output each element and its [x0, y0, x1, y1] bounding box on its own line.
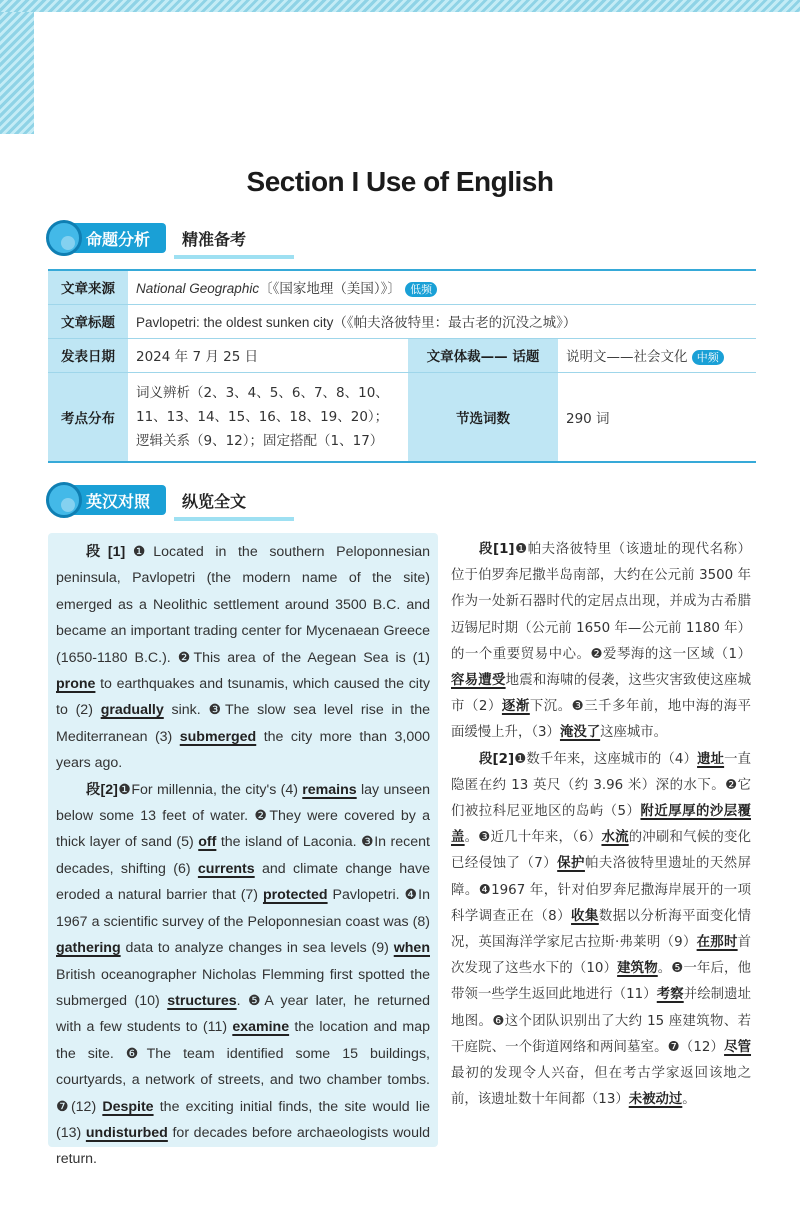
title-value: Pavlopetri: the oldest sunken city（《帕夫洛彼特里：最古老的沉没之城》）: [128, 304, 756, 338]
article-info-table: [48, 269, 756, 463]
chinese-paragraph-1: 段[1]❶帕夫洛彼特里（该遗址的现代名称）位于伯罗奔尼撒半岛南部，大约在公元前 3500 年作为一处新石器时代的定居点出现，并成为古希腊迈锡尼时期（公元前 1650 年—公元前 1180 年）的一个重要贸易中心。❷爱琴海的这一区域（1）容易遭受地震和海啸的侵袭，这些灾害致使这座城市（2）逐渐下沉。❸三千多年前，地中海的海平面缓慢上升，（3）淹没了这座城市。: [451, 542, 752, 741]
points-value: 词义辨析（2、3、4、5、6、7、8、10、11、13、14、15、16、18、19、20）；逻辑关系（9、12）；固定搭配（1、17）: [128, 372, 408, 462]
frequency-badge: 低频: [405, 282, 437, 297]
answer-5: off: [198, 834, 217, 851]
section-label: 命题分析: [86, 230, 151, 249]
corner-decorative-band: [0, 12, 34, 134]
answer-10: structures: [167, 992, 237, 1009]
section-label: 英汉对照: [86, 492, 151, 511]
cn-answer-9: 在那时: [696, 935, 738, 951]
row-title: [48, 304, 756, 338]
english-paragraph-2: 段[2]❶For millennia, the city's (4) remains lay unseen below some 13 feet of water. ❷They were covered by a thick layer of sand (5) off the island of Laconia. ❸In recent decades, shifting (6) currents and climate change have eroded a natural barrier that (7) protected Pavlopetri. ❹In 1967 a scientific survey of the Peloponnesian coast was (8) gathering data to analyze changes in sea levels (9) when British oceanographer Nicholas Flemming first spotted the submerged (10) structures. ❺A year later, he returned with a few students to (11) examine the location and map the site. ❻The team identified some 15 buildings, courtyards, a network of streets, and two chamber tombs. ❼(12) Despite the exciting initial finds, the site would lie (13) undisturbed for decades before archaeologists would return.: [56, 781, 431, 1168]
genre-label: 文章体裁—— 话题: [408, 338, 558, 372]
cn-answer-7: 保护: [557, 856, 585, 872]
source-cn: 〔《国家地理（美国）》〕: [259, 281, 401, 298]
source-label: 文章来源: [48, 270, 128, 304]
frequency-badge: 中频: [692, 350, 724, 365]
cn-answer-12: 尽管: [724, 1039, 752, 1055]
magnifier-icon: [46, 220, 82, 256]
answer-8: gathering: [56, 940, 121, 957]
english-passage: [48, 533, 438, 1168]
paragraph-number: 段[1]: [86, 544, 126, 560]
section-subtitle: 精准备考: [182, 230, 247, 249]
row-points: [48, 372, 756, 462]
cn-answer-4: 遗址: [697, 751, 725, 767]
date-label: 发表日期: [48, 338, 128, 372]
magnifier-icon: [46, 482, 82, 518]
paragraph-number: 段[2]: [86, 781, 118, 798]
chinese-paragraph-2: 段[2]❶数千年来，这座城市的（4）遗址一直隐匿在约 13 英尺（约 3.96 米）深的水下。❷它们被拉科尼亚地区的岛屿（5）附近厚厚的沙层覆盖。❸近几十年来，（6）水流的冲刷和气候的变化已经侵蚀了（7）保护帕夫洛彼特里遗址的天然屏障。❹1967 年，针对伯罗奔尼撒海岸展开的一项科学调查正在（8）收集数据以分析海平面变化情况，英国海洋学家尼古拉斯·弗莱明（9）在那时首次发现了这些水下的（10）建筑物。❺一年后，他带领一些学生返回此地进行（11）考察并绘制遗址地图。❻这个团队识别出了大约 15 座建筑物、若干庭院、一个街道网络和两间墓室。❼（12）尽管最初的发现令人兴奋，但在考古学家返回该地之前，该遗址数十年间都（13）未被动过。: [451, 751, 752, 1108]
answer-9: when: [393, 940, 430, 957]
cn-answer-6: 水流: [601, 830, 629, 846]
paragraph-number: 段[1]: [479, 542, 515, 557]
source-en: National Geographic: [136, 281, 260, 297]
cn-answer-2: 逐渐: [501, 699, 530, 715]
row-date: [48, 338, 756, 372]
top-decorative-band: [0, 0, 800, 12]
title-label: 文章标题: [48, 304, 128, 338]
cn-answer-5: 附近厚厚的沙层覆盖: [451, 804, 751, 846]
genre-text: 说明文——社会文化: [566, 349, 688, 365]
cn-answer-11: 考察: [656, 987, 684, 1003]
section-subtitle: 纵览全文: [182, 492, 247, 511]
page-title: Section I Use of English: [246, 166, 554, 197]
paragraph-number: 段[2]: [479, 751, 515, 767]
source-value: [128, 270, 756, 304]
section-header-parallel: [48, 485, 308, 519]
answer-6: currents: [197, 860, 255, 877]
answer-2: gradually: [100, 702, 164, 719]
section-header-analysis: [48, 223, 308, 257]
cn-answer-1: 容易遭受: [451, 673, 506, 689]
section-underline: [174, 255, 294, 259]
answer-11: examine: [232, 1019, 290, 1036]
answer-13: undisturbed: [85, 1124, 168, 1141]
words-value: 290 词: [558, 372, 756, 462]
words-label: 节选词数: [408, 372, 558, 462]
cn-answer-8: 收集: [571, 908, 599, 924]
date-value: 2024 年 7 月 25 日: [128, 338, 408, 372]
points-label: 考点分布: [48, 372, 128, 462]
answer-7: protected: [262, 887, 328, 904]
cn-answer-3: 淹没了: [559, 725, 601, 741]
row-source: [48, 270, 756, 304]
answer-12: Despite: [102, 1098, 154, 1115]
answer-3: submerged: [179, 728, 257, 745]
genre-value: [558, 338, 756, 372]
english-paragraph-1: 段[1]❶Located in the southern Peloponnesian peninsula, Pavlopetri (the modern name of the site) emerged as a Neolithic settlement around 3500 B.C. and became an important trading center for Mycenaean Greece (1650-1180 B.C.). ❷This area of the Aegean Sea is (1) prone to earthquakes and tsunamis, which caused the city to (2) gradually sink. ❸The slow sea level rise in the Mediterranean (3) submerged the city more than 3,000 years ago.: [56, 544, 431, 772]
chinese-translation: [451, 537, 751, 1113]
answer-1: prone: [56, 676, 96, 693]
cn-answer-13: 未被动过: [628, 1092, 683, 1108]
answer-4: remains: [302, 781, 357, 798]
section-underline: [174, 517, 294, 521]
cn-answer-10: 建筑物: [617, 961, 658, 977]
